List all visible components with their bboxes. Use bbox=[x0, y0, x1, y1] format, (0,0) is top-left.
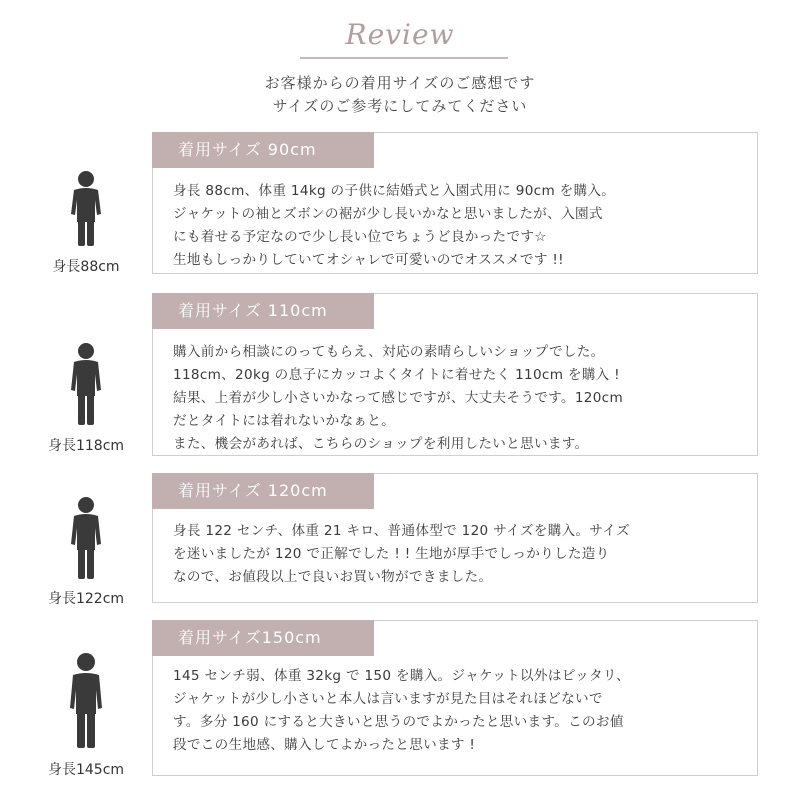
intro-line-1: お客様からの着用サイズのご感想です bbox=[264, 74, 536, 92]
height-label: 身長88cm bbox=[52, 259, 120, 275]
review-title: Review bbox=[345, 18, 455, 51]
height-label: 身長118cm bbox=[47, 438, 125, 454]
child-silhouette-icon bbox=[30, 342, 142, 428]
size-tag: 着用サイズ 120cm bbox=[152, 473, 374, 509]
size-tag: 着用サイズ 110cm bbox=[152, 293, 374, 329]
height-label: 身長122cm bbox=[47, 591, 125, 607]
height-label: 身長145cm bbox=[47, 762, 125, 778]
size-tag: 着用サイズ150cm bbox=[152, 620, 374, 656]
intro-text bbox=[0, 72, 800, 118]
intro-line-2: サイズのご参考にしてみてください bbox=[272, 97, 528, 115]
review-comment: 身長 122 センチ、体重 21 キロ、普通体型で 120 サイズを購入。サイズ を迷いましたが 120 で正解でした ! ! 生地が厚手でしっかりした造り なので、お値段以上で良いお買い物ができました。 bbox=[173, 523, 630, 585]
review-comment: 145 センチ弱、体重 32kg で 150 を購入。ジャケット以外はピッタリ、 ジャケットが少し小さいと本人は言いますが見た目はそれほどないで す。多分 160 にすると大きいと思うのでよかったと思います。このお値 段でこの生地感、購入してよかったと思います ! bbox=[173, 668, 630, 753]
size-tag: 着用サイズ 90cm bbox=[152, 132, 374, 168]
child-silhouette-icon bbox=[30, 652, 142, 752]
child-silhouette-icon bbox=[30, 496, 142, 582]
review-comment: 購入前から相談にのってもらえ、対応の素晴らしいショップでした。 118cm、20kg の息子にカッコよくタイトに着せたく 110cm を購入 ! 結果、上着が少し小さいかなって感じですが、大丈夫そうです。120cm だとタイトには着れないかなぁと。 また、機会があれば、こちらのショップを利用したいと思います。 bbox=[173, 344, 623, 452]
title-underline bbox=[300, 57, 508, 59]
child-silhouette-icon bbox=[30, 170, 142, 250]
review-comment: 身長 88cm、体重 14kg の子供に結婚式と入園式用に 90cm を購入。 ジャケットの袖とズボンの裾が少し長いかなと思いましたが、入園式 にも着せる予定なので少し長い位でちょうど良かったです☆ 生地もしっかりしていてオシャレで可愛いのでオススメです !! bbox=[173, 183, 616, 268]
